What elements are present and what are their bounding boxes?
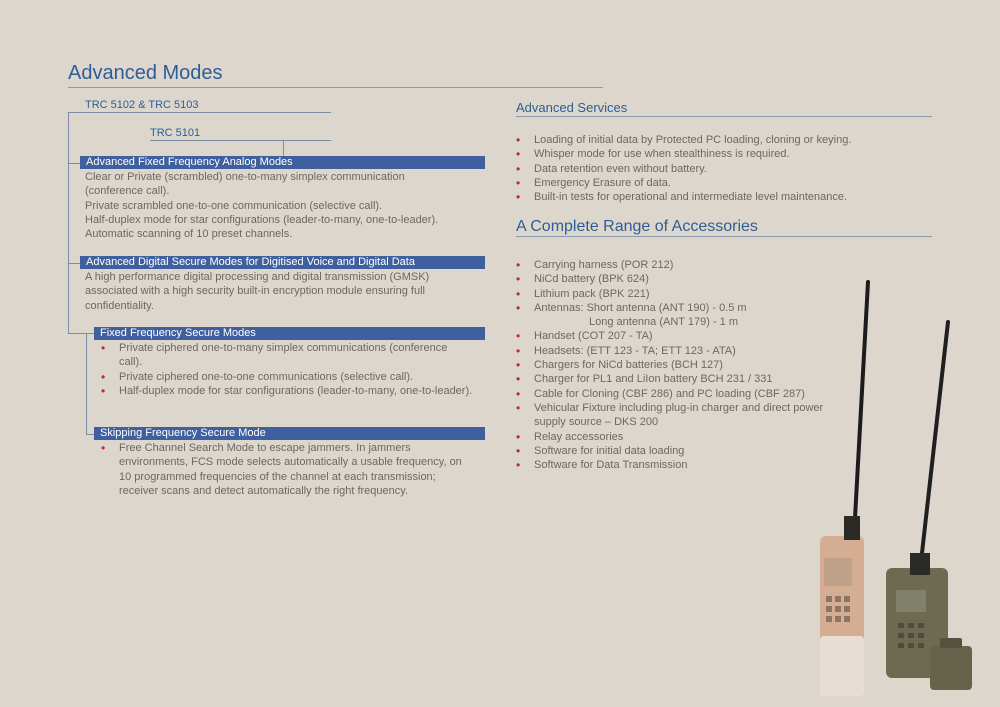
page-title: Advanced Modes	[68, 62, 223, 84]
tree-line-model-a	[68, 112, 331, 113]
list-item: • Emergency Erasure of data.	[516, 176, 932, 190]
mode-header-fixed-secure: Fixed Frequency Secure Modes	[94, 327, 485, 340]
list-item: • Chargers for NiCd batteries (BCH 127)	[516, 358, 846, 372]
list-item: • Cable for Cloning (CBF 286) and PC loading (CBF 287)	[516, 387, 846, 401]
mode-line: Half-duplex mode for star configurations (leader-to-many, one-to-leader).	[85, 213, 439, 226]
list-item: • Software for initial data loading	[516, 444, 846, 458]
radio-knob-olive	[910, 553, 930, 575]
radio-screen-olive	[896, 590, 926, 612]
list-item: • Handset (COT 207 - TA)	[516, 329, 846, 343]
mode-line: Automatic scanning of 10 preset channels.	[85, 228, 293, 241]
list-item: • NiCd battery (BPK 624)	[516, 272, 846, 286]
services-heading: Advanced Services	[516, 100, 628, 115]
mode-line: Clear or Private (scrambled) one-to-many simplex communication	[85, 171, 405, 183]
tree-branch-3	[68, 333, 94, 334]
list-item: • Free Channel Search Mode to escape jammers. In jammers environments, FCS mode selects automatically a usable frequency, on 10 programmed frequencies of the channel at each transmission; receiver scans and detect automatically the right frequency.	[101, 441, 473, 498]
radio-battery-tan	[820, 636, 864, 696]
mode-line: Private scrambled one-to-one communication (selective call).	[85, 199, 383, 212]
list-item: • Headsets: (ETT 123 - TA; ETT 123 - ATA)	[516, 344, 846, 358]
list-item: • Built-in tests for operational and intermediate level maintenance.	[516, 190, 932, 204]
mode-line: (conference call).	[85, 185, 170, 198]
radio-keypad-olive	[898, 623, 924, 648]
list-item: • Carrying harness (POR 212)	[516, 258, 846, 272]
list-item: • Whisper mode for use when stealthiness is required.	[516, 147, 932, 161]
list-item: • Private ciphered one-to-one communications (selective call).	[101, 370, 473, 384]
list-item: • Vehicular Fixture including plug-in charger and direct power supply source – DKS 200	[516, 401, 846, 430]
mode-text-digital	[85, 270, 485, 313]
tree-branch-4	[86, 434, 94, 435]
battery-box	[930, 646, 972, 690]
mode-header-analog: Advanced Fixed Frequency Analog Modes	[80, 156, 485, 169]
mode-bullets-skipping	[101, 441, 473, 498]
tree-line-model-b	[150, 140, 331, 141]
radio-knob-tan	[844, 516, 860, 540]
list-item: • Lithium pack (BPK 221)	[516, 287, 846, 301]
list-item: • Charger for PL1 and LiIon battery BCH 231 / 331	[516, 372, 846, 386]
list-item: • Loading of initial data by Protected PC loading, cloning or keying.	[516, 133, 932, 147]
radio-illustration	[800, 278, 996, 703]
mode-header-skipping: Skipping Frequency Secure Mode	[94, 427, 485, 440]
mode-header-digital: Advanced Digital Secure Modes for Digitised Voice and Digital Data	[80, 256, 485, 269]
battery-box-lid	[940, 638, 962, 648]
accessories-list	[516, 258, 846, 472]
model-label-trc5101: TRC 5101	[150, 127, 201, 139]
tree-line-model-b-drop	[283, 140, 284, 156]
list-item: • Private ciphered one-to-many simplex communications (conference call).	[101, 341, 473, 370]
list-item: • Half-duplex mode for star configurations (leader-to-many, one-to-leader).	[101, 384, 473, 398]
list-item: • Software for Data Transmission	[516, 458, 846, 472]
radio-antenna-long	[855, 282, 868, 518]
radio-antenna-short	[922, 322, 948, 553]
antenna-short: Antennas: Short antenna (ANT 190) - 0.5 m	[534, 301, 747, 314]
accessories-rule	[516, 236, 932, 237]
tree-branch-2	[68, 263, 80, 264]
tree-sub-trunk	[86, 333, 87, 434]
mode-bullets-fixed-secure	[101, 341, 473, 398]
list-item: • Relay accessories	[516, 430, 846, 444]
accessories-heading: A Complete Range of Accessories	[516, 218, 758, 235]
mode-line: associated with a high security built-in encryption module ensuring full	[85, 285, 425, 298]
mode-line: A high performance digital processing and digital transmission (GMSK)	[85, 271, 430, 283]
radio-screen-tan	[824, 558, 852, 586]
list-item: • Data retention even without battery.	[516, 162, 932, 176]
tree-trunk	[68, 112, 69, 334]
tree-branch-1	[68, 163, 80, 164]
list-item	[516, 301, 846, 330]
title-rule	[68, 87, 603, 88]
mode-text-analog	[85, 170, 485, 241]
antenna-long: Long antenna (ANT 179) - 1 m	[589, 316, 738, 329]
model-label-trc5102-5103: TRC 5102 & TRC 5103	[85, 99, 199, 111]
mode-line: confidentiality.	[85, 299, 154, 312]
services-rule	[516, 116, 932, 117]
services-list	[516, 133, 932, 204]
radio-keypad-tan	[826, 596, 850, 622]
